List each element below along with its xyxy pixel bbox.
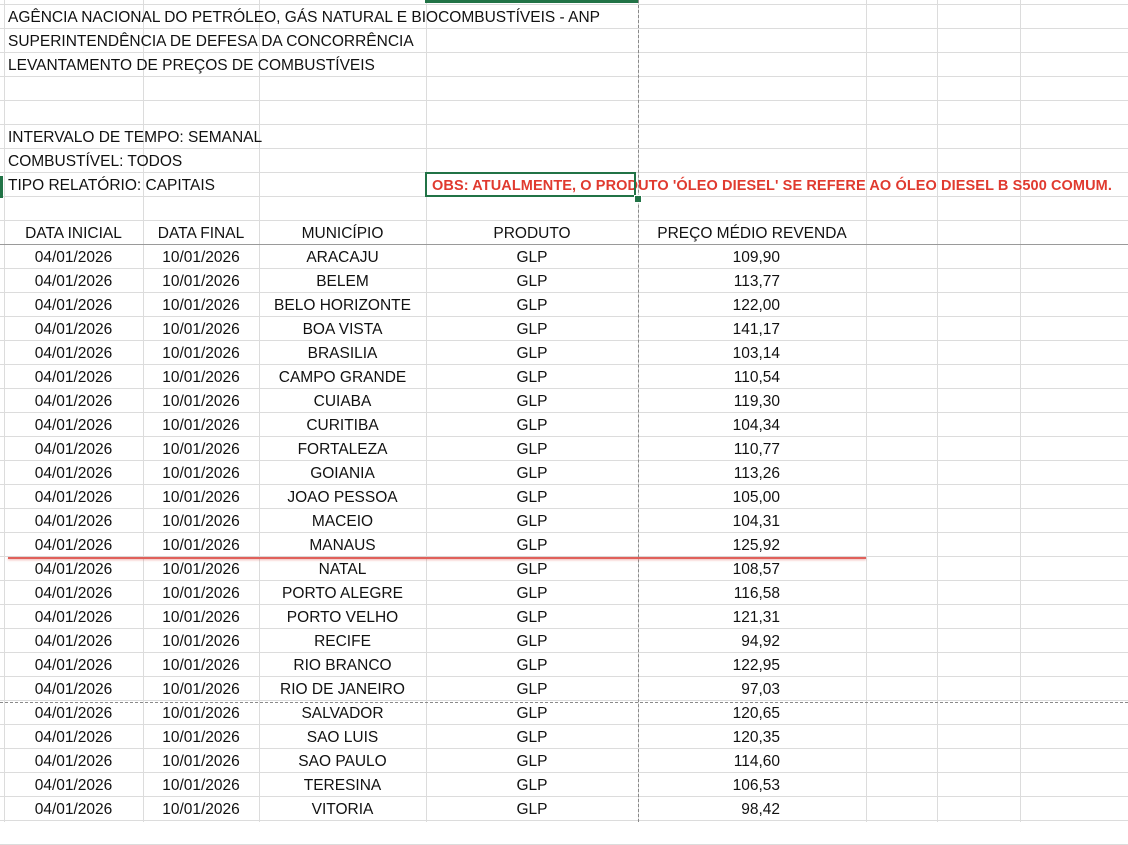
cell-municipio[interactable]: SAO LUIS (306, 729, 379, 746)
cell-data-inicial[interactable]: 04/01/2026 (34, 537, 113, 554)
cell-preco[interactable]: 94,92 (741, 633, 780, 650)
cell-data-inicial[interactable]: 04/01/2026 (34, 633, 113, 650)
cell-data-final[interactable]: 10/01/2026 (162, 273, 240, 290)
cell-data-final[interactable]: 10/01/2026 (162, 489, 240, 506)
column-selection-indicator (425, 0, 638, 3)
cell-preco[interactable]: 104,31 (732, 513, 780, 530)
cell-produto[interactable]: GLP (516, 345, 548, 362)
cell-data-final[interactable]: 10/01/2026 (162, 345, 240, 362)
cell-preco[interactable]: 108,57 (732, 561, 780, 578)
cell-data-final[interactable]: 10/01/2026 (162, 729, 240, 746)
cell-preco[interactable]: 109,90 (732, 249, 780, 266)
cell-municipio[interactable]: MACEIO (311, 513, 374, 530)
cell-data-inicial[interactable]: 04/01/2026 (34, 729, 113, 746)
cell-data-inicial[interactable]: 04/01/2026 (34, 753, 113, 770)
cell-preco[interactable]: 104,34 (732, 417, 780, 434)
cell-data-final[interactable]: 10/01/2026 (162, 777, 240, 794)
cell-produto[interactable]: GLP (516, 321, 548, 338)
cell-data-final[interactable]: 10/01/2026 (162, 561, 240, 578)
cell-data-final[interactable]: 10/01/2026 (162, 537, 240, 554)
cell-produto[interactable]: GLP (516, 561, 548, 578)
cell-data-inicial[interactable]: 04/01/2026 (34, 609, 113, 626)
cell-data-final[interactable]: 10/01/2026 (162, 633, 240, 650)
cell-data-final[interactable]: 10/01/2026 (162, 657, 240, 674)
cell-produto[interactable]: GLP (516, 753, 548, 770)
cell-produto[interactable]: GLP (516, 537, 548, 554)
cell-preco[interactable]: 98,42 (741, 801, 780, 818)
cell-municipio[interactable]: ARACAJU (306, 249, 379, 266)
cell-data-inicial[interactable]: 04/01/2026 (34, 417, 113, 434)
cell-preco[interactable]: 110,54 (733, 369, 780, 386)
cell-data-inicial[interactable]: 04/01/2026 (34, 705, 113, 722)
cell-produto[interactable]: GLP (516, 249, 548, 266)
cell-preco[interactable]: 110,77 (733, 441, 780, 458)
annotation-underline (8, 557, 866, 559)
row-gridline (0, 124, 1128, 125)
cell-data-inicial[interactable]: 04/01/2026 (34, 465, 113, 482)
cell-data-final[interactable]: 10/01/2026 (162, 441, 240, 458)
cell-produto[interactable]: GLP (516, 465, 548, 482)
cell-produto[interactable]: GLP (516, 801, 548, 818)
cell-data-final[interactable]: 10/01/2026 (162, 513, 240, 530)
cell-data-inicial[interactable]: 04/01/2026 (34, 441, 113, 458)
col-header-municipio[interactable]: MUNICÍPIO (301, 225, 384, 242)
row-gridline (0, 4, 1128, 5)
cell-preco[interactable]: 105,00 (732, 489, 780, 506)
cell-produto[interactable]: GLP (516, 513, 548, 530)
title-line-survey[interactable]: LEVANTAMENTO DE PREÇOS DE COMBUSTÍVEIS (8, 57, 375, 74)
cell-municipio[interactable]: JOAO PESSOA (287, 489, 398, 506)
title-line-superintendence[interactable]: SUPERINTENDÊNCIA DE DEFESA DA CONCORRÊNCIA (8, 33, 414, 50)
info-report-type[interactable]: TIPO RELATÓRIO: CAPITAIS (8, 177, 215, 194)
cell-municipio[interactable]: SAO PAULO (298, 753, 387, 770)
cell-municipio[interactable]: PORTO VELHO (286, 609, 399, 626)
cell-produto[interactable]: GLP (516, 489, 548, 506)
title-line-agency[interactable]: AGÊNCIA NACIONAL DO PETRÓLEO, GÁS NATURAL E BIOCOMBUSTÍVEIS - ANP (8, 9, 600, 26)
cell-municipio[interactable]: BOA VISTA (302, 321, 383, 338)
cell-data-inicial[interactable]: 04/01/2026 (34, 777, 113, 794)
row-gridline (0, 220, 1128, 221)
cell-data-final[interactable]: 10/01/2026 (162, 249, 240, 266)
cell-preco[interactable]: 106,53 (732, 777, 780, 794)
cell-municipio[interactable]: PORTO ALEGRE (282, 585, 403, 602)
cell-municipio[interactable]: CAMPO GRANDE (278, 369, 407, 386)
cell-municipio[interactable]: CUIABA (313, 393, 372, 410)
cell-data-inicial[interactable]: 04/01/2026 (34, 561, 113, 578)
cell-municipio[interactable]: VITORIA (311, 801, 374, 818)
cell-produto[interactable]: GLP (516, 441, 548, 458)
cell-preco[interactable]: 122,00 (732, 297, 780, 314)
row-gridline (0, 100, 1128, 101)
cell-data-inicial[interactable]: 04/01/2026 (34, 369, 113, 386)
cell-municipio[interactable]: GOIANIA (310, 465, 375, 482)
fill-handle[interactable] (634, 195, 642, 203)
col-header-preco[interactable]: PREÇO MÉDIO REVENDA (657, 225, 847, 242)
cell-municipio[interactable]: BELEM (316, 273, 369, 290)
cell-produto[interactable]: GLP (516, 297, 548, 314)
cell-produto[interactable]: GLP (516, 705, 548, 722)
cell-data-final[interactable]: 10/01/2026 (162, 753, 240, 770)
cell-data-final[interactable]: 10/01/2026 (162, 417, 240, 434)
cell-preco[interactable]: 103,14 (732, 345, 780, 362)
cell-produto[interactable]: GLP (516, 609, 548, 626)
cell-produto[interactable]: GLP (516, 633, 548, 650)
obs-note-cell[interactable]: OBS: ATUALMENTE, O PRODUTO 'ÓLEO DIESEL' SE REFERE AO ÓLEO DIESEL B S500 COMUM. (432, 178, 1112, 194)
cell-data-inicial[interactable]: 04/01/2026 (34, 489, 113, 506)
cell-data-inicial[interactable]: 04/01/2026 (34, 801, 113, 818)
cell-municipio[interactable]: RIO BRANCO (293, 657, 392, 674)
cell-preco[interactable]: 97,03 (741, 681, 780, 698)
cell-data-inicial[interactable]: 04/01/2026 (34, 321, 113, 338)
cell-preco[interactable]: 120,35 (732, 729, 780, 746)
cell-preco[interactable]: 119,30 (733, 393, 780, 410)
cell-data-final[interactable]: 10/01/2026 (162, 609, 240, 626)
cell-municipio[interactable]: RIO DE JANEIRO (280, 681, 405, 698)
cell-produto[interactable]: GLP (516, 585, 548, 602)
cell-produto[interactable]: GLP (516, 657, 548, 674)
cell-data-inicial[interactable]: 04/01/2026 (34, 513, 113, 530)
cell-produto[interactable]: GLP (516, 393, 548, 410)
cell-preco[interactable]: 116,58 (733, 585, 780, 602)
cell-produto[interactable]: GLP (516, 369, 548, 386)
cell-produto[interactable]: GLP (516, 777, 548, 794)
cell-data-final[interactable]: 10/01/2026 (162, 585, 240, 602)
cell-data-final[interactable]: 10/01/2026 (162, 321, 240, 338)
cell-data-final[interactable]: 10/01/2026 (162, 393, 240, 410)
cell-produto[interactable]: GLP (516, 729, 548, 746)
cell-municipio[interactable]: TERESINA (303, 777, 382, 794)
cell-data-inicial[interactable]: 04/01/2026 (34, 657, 113, 674)
cell-data-final[interactable]: 10/01/2026 (162, 705, 240, 722)
cell-data-final[interactable]: 10/01/2026 (162, 297, 240, 314)
info-time-interval[interactable]: INTERVALO DE TEMPO: SEMANAL (8, 129, 263, 146)
col-header-data-final[interactable]: DATA FINAL (157, 225, 245, 242)
cell-preco[interactable]: 114,60 (733, 753, 780, 770)
cell-preco[interactable]: 120,65 (732, 705, 780, 722)
cell-municipio[interactable]: BELO HORIZONTE (274, 297, 411, 314)
cell-data-inicial[interactable]: 04/01/2026 (34, 393, 113, 410)
cell-municipio[interactable]: FORTALEZA (297, 441, 388, 458)
cell-data-inicial[interactable]: 04/01/2026 (34, 249, 113, 266)
cell-produto[interactable]: GLP (516, 681, 548, 698)
row-selection-indicator (0, 176, 3, 198)
cell-data-final[interactable]: 10/01/2026 (162, 681, 240, 698)
cell-data-final[interactable]: 10/01/2026 (162, 369, 240, 386)
cell-data-inicial[interactable]: 04/01/2026 (34, 297, 113, 314)
cell-preco[interactable]: 141,17 (732, 321, 780, 338)
cell-preco[interactable]: 125,92 (732, 537, 780, 554)
cell-municipio[interactable]: SALVADOR (301, 705, 384, 722)
cell-produto[interactable]: GLP (516, 417, 548, 434)
cell-preco[interactable]: 122,95 (732, 657, 780, 674)
cell-produto[interactable]: GLP (516, 273, 548, 290)
cell-data-inicial[interactable]: 04/01/2026 (34, 273, 113, 290)
cell-data-inicial[interactable]: 04/01/2026 (34, 681, 113, 698)
cell-preco[interactable]: 113,77 (733, 273, 780, 290)
cell-data-final[interactable]: 10/01/2026 (162, 801, 240, 818)
cell-data-inicial[interactable]: 04/01/2026 (34, 585, 113, 602)
cell-municipio[interactable]: NATAL (318, 561, 367, 578)
cell-preco[interactable]: 121,31 (732, 609, 780, 626)
selected-cell-outline[interactable] (425, 172, 636, 197)
col-header-data-inicial[interactable]: DATA INICIAL (25, 225, 122, 242)
cell-municipio[interactable]: BRASILIA (307, 345, 378, 362)
info-fuel[interactable]: COMBUSTÍVEL: TODOS (8, 153, 183, 170)
cell-municipio[interactable]: MANAUS (309, 537, 376, 554)
cell-preco[interactable]: 113,26 (733, 465, 780, 482)
cell-data-final[interactable]: 10/01/2026 (162, 465, 240, 482)
col-header-produto[interactable]: PRODUTO (493, 225, 571, 242)
cell-municipio[interactable]: CURITIBA (306, 417, 379, 434)
cell-data-inicial[interactable]: 04/01/2026 (34, 345, 113, 362)
cell-municipio[interactable]: RECIFE (314, 633, 371, 650)
